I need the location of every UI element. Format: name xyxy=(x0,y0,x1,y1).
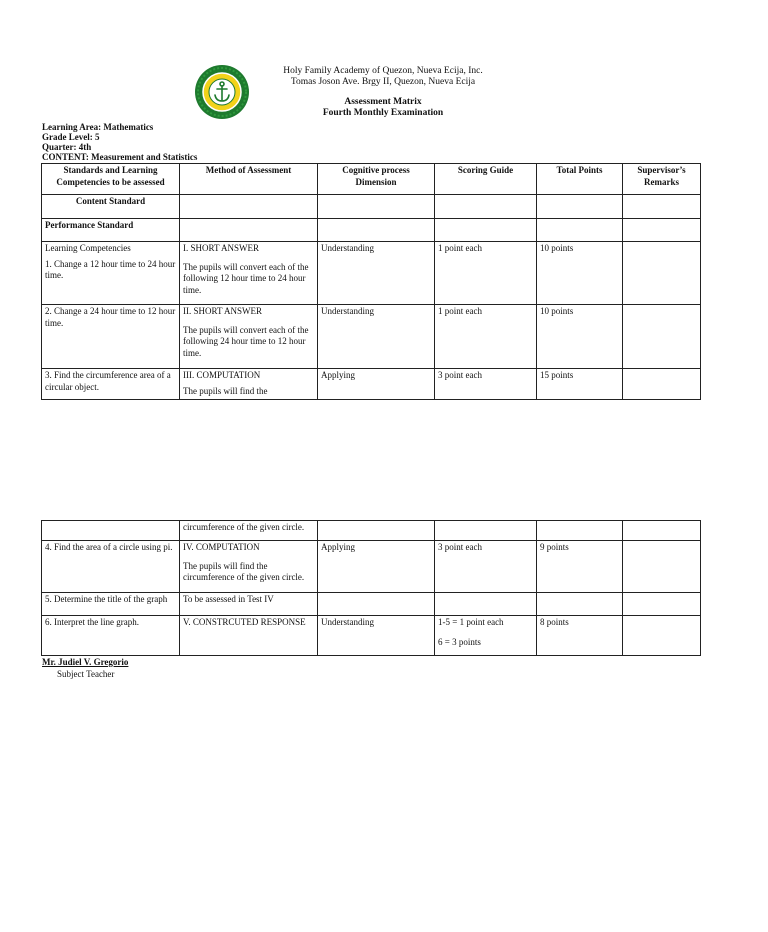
header-method: Method of Assessment xyxy=(180,164,318,195)
table-row xyxy=(42,195,701,219)
method-3-desc: The pupils will find the xyxy=(183,385,268,396)
table-header-row xyxy=(42,164,701,195)
method-2-desc: The pupils will convert each of the following 24 hour time to 12 hour time. xyxy=(183,324,309,358)
points-2: 10 points xyxy=(537,305,623,369)
table-row xyxy=(42,616,701,656)
method-4-desc: The pupils will find the circumference of the given circle. xyxy=(183,560,305,582)
content-standard: Content Standard xyxy=(42,195,180,219)
competency-1: 1. Change a 12 hour time to 24 hour time. xyxy=(45,258,176,280)
header-cognitive: Cognitive process Dimension xyxy=(318,164,435,195)
points-1: 10 points xyxy=(537,242,623,305)
table-row xyxy=(42,219,701,242)
competency-4: 4. Find the area of a circle using pi. xyxy=(42,541,180,593)
header-remarks: Supervisor’s Remarks xyxy=(623,164,701,195)
method-2-title: II. SHORT ANSWER xyxy=(183,306,263,316)
teacher-role: Subject Teacher xyxy=(57,669,115,679)
header-standards: Standards and Learning Competencies to be assessed xyxy=(42,164,180,195)
header-scoring: Scoring Guide xyxy=(435,164,537,195)
method-3-title: III. COMPUTATION xyxy=(183,370,261,380)
points-3: 15 points xyxy=(537,369,623,400)
competency-5: 5. Determine the title of the graph xyxy=(42,593,180,616)
teacher-name: Mr. Judiel V. Gregorio xyxy=(42,657,129,667)
cognitive-1: Understanding xyxy=(318,242,435,305)
scoring-2: 1 point each xyxy=(435,305,537,369)
scoring-6-line2: 6 = 3 points xyxy=(438,636,481,647)
scoring-3: 3 point each xyxy=(435,369,537,400)
header-points: Total Points xyxy=(537,164,623,195)
performance-standard: Performance Standard xyxy=(42,219,180,242)
competency-6: 6. Interpret the line graph. xyxy=(42,616,180,656)
content-label: CONTENT: Measurement and Statistics xyxy=(42,152,198,162)
competencies-label: Learning Competencies xyxy=(45,243,131,253)
method-4-title: IV. COMPUTATION xyxy=(183,542,260,552)
document-title: Assessment Matrix xyxy=(344,97,422,107)
grade-level: Grade Level: 5 xyxy=(42,132,100,142)
table-row xyxy=(42,521,701,541)
cognitive-4: Applying xyxy=(318,541,435,593)
competency-3: 3. Find the circumference area of a circular object. xyxy=(42,369,180,400)
points-4: 9 points xyxy=(537,541,623,593)
school-address: Tomas Joson Ave. Brgy II, Quezon, Nueva Ecija xyxy=(290,77,476,87)
assessment-matrix-table xyxy=(41,163,701,400)
table-row xyxy=(42,369,701,400)
cognitive-3: Applying xyxy=(318,369,435,400)
method-1-title: I. SHORT ANSWER xyxy=(183,243,260,253)
scoring-1: 1 point each xyxy=(435,242,537,305)
points-6: 8 points xyxy=(537,616,623,656)
table-row xyxy=(42,541,701,593)
method-1-desc: The pupils will convert each of the following 12 hour time to 24 hour time. xyxy=(183,261,309,295)
method-5-title: To be assessed in Test IV xyxy=(180,593,318,616)
cognitive-2: Understanding xyxy=(318,305,435,369)
quarter: Quarter: 4th xyxy=(42,142,92,152)
signature-block xyxy=(42,656,128,680)
table-row xyxy=(42,305,701,369)
competency-2: 2. Change a 24 hour time to 12 hour time. xyxy=(42,305,180,369)
scoring-6-line1: 1-5 = 1 point each xyxy=(438,617,504,627)
table-row xyxy=(42,242,701,305)
assessment-matrix-table-continued xyxy=(41,520,701,656)
method-3-desc-continued: circumference of the given circle. xyxy=(180,521,318,541)
method-6-title: V. CONSTRCUTED RESPONSE xyxy=(180,616,318,656)
school-name: Holy Family Academy of Quezon, Nueva Ecija, Inc. xyxy=(283,66,483,76)
scoring-4: 3 point each xyxy=(435,541,537,593)
exam-title: Fourth Monthly Examination xyxy=(322,108,444,118)
cognitive-6: Understanding xyxy=(318,616,435,656)
learning-area: Learning Area: Mathematics xyxy=(42,122,154,132)
table-row xyxy=(42,593,701,616)
